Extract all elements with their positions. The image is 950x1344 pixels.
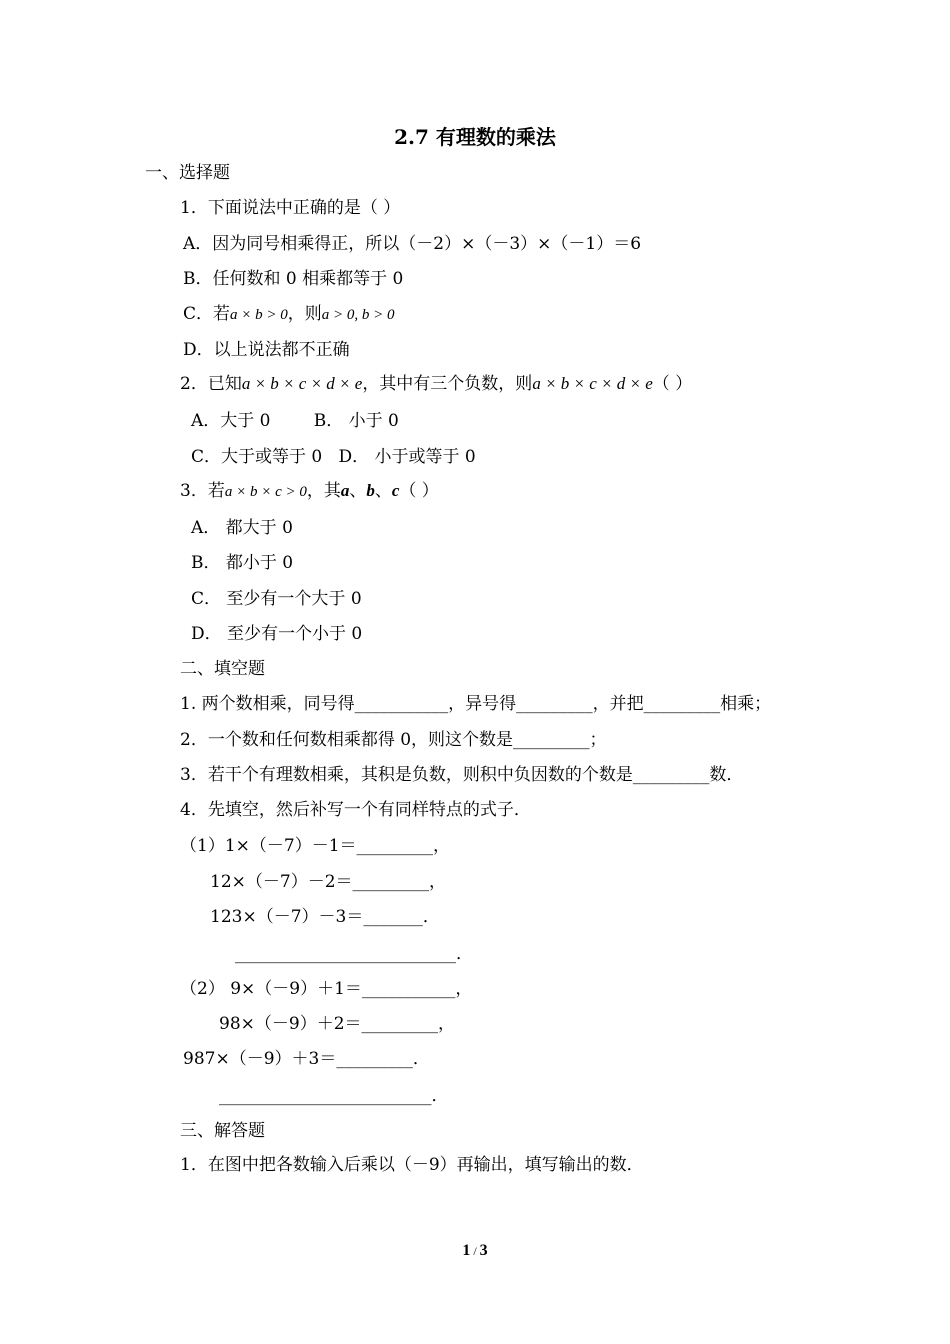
q3-sep1: 、 bbox=[349, 481, 367, 501]
q2-mid: ，其中有三个负数，则 bbox=[362, 374, 533, 394]
q3-var-b: b bbox=[366, 481, 375, 500]
q3-var-c: c bbox=[391, 481, 400, 500]
q3-suffix: （ ） bbox=[399, 481, 439, 501]
q3-option-c: C． 至少有一个大于 0 bbox=[191, 589, 362, 609]
q1-option-c-math1: a × b > 0 bbox=[230, 307, 288, 323]
document-title: 2.7 有理数的乘法 bbox=[394, 125, 556, 149]
q2-options-cd: C．大于或等于 0 D． 小于或等于 0 bbox=[191, 447, 476, 467]
fill-q4-eq3: 123×（－7）－3＝_______． bbox=[210, 907, 440, 927]
fill-q4-eq1: （1）1×（－7）－1＝_________， bbox=[180, 836, 451, 856]
page-current: 1 bbox=[462, 1242, 471, 1259]
q2-options-ab: A．大于 0 B． 小于 0 bbox=[191, 411, 399, 431]
q3-option-d: D． 至少有一个小于 0 bbox=[191, 624, 363, 644]
q1-option-d: D．以上说法都不正确 bbox=[183, 340, 350, 360]
fill-q3: 3．若干个有理数相乘，其积是负数，则积中负因数的个数是_________数． bbox=[180, 765, 744, 785]
q2-prefix: 2．已知 bbox=[180, 374, 242, 394]
q3-prefix: 3．若 bbox=[180, 481, 225, 501]
page-sep: / bbox=[470, 1244, 480, 1258]
fill-q4-eq8: _________________________． bbox=[219, 1086, 449, 1106]
q1-option-b: B．任何数和 0 相乘都等于 0 bbox=[183, 269, 404, 289]
q1-option-c-math2: a > 0, b > 0 bbox=[321, 307, 395, 323]
fill-q4-eq5: （2） 9×（－9）＋1＝___________， bbox=[180, 979, 473, 999]
page-total: 3 bbox=[479, 1242, 488, 1259]
q3-sep2: 、 bbox=[374, 481, 392, 501]
q2-math1: a × b × c × d × e bbox=[241, 374, 363, 393]
q2-stem bbox=[180, 373, 692, 395]
q1-option-a: A．因为同号相乘得正，所以（－2）×（－3）×（－1）＝6 bbox=[183, 234, 642, 254]
fill-q4: 4．先填空，然后补写一个有同样特点的式子． bbox=[180, 800, 531, 820]
q1-option-c-prefix: C．若 bbox=[183, 304, 231, 324]
fill-q4-eq6: 98×（－9）＋2＝_________， bbox=[219, 1014, 456, 1034]
section2-heading: 二、填空题 bbox=[180, 659, 265, 679]
fill-q4-eq2: 12×（－7）－2＝_________， bbox=[210, 872, 447, 892]
fill-q4-eq7: 987×（－9）＋3＝_________． bbox=[183, 1049, 430, 1069]
fill-q2: 2．一个数和任何数相乘都得 0，则这个数是_________； bbox=[180, 730, 607, 750]
fill-q1: 1. 两个数相乘，同号得___________，异号得_________，并把_________相乘； bbox=[180, 694, 772, 714]
q3-stem bbox=[180, 480, 439, 503]
q1-option-c bbox=[183, 303, 395, 326]
q2-math2: a × b × c × d × e bbox=[532, 374, 653, 393]
q1-stem: 1．下面说法中正确的是（ ） bbox=[180, 198, 401, 218]
q2-suffix: （ ） bbox=[652, 374, 693, 394]
q3-mid: ，其 bbox=[306, 481, 341, 501]
section3-heading: 三、解答题 bbox=[180, 1121, 265, 1141]
q1-option-c-mid: ，则 bbox=[287, 304, 322, 324]
page-number bbox=[0, 1242, 950, 1260]
q3-var-a: a bbox=[340, 481, 350, 500]
answer-q1: 1．在图中把各数输入后乘以（－9）再输出，填写输出的数． bbox=[180, 1155, 644, 1175]
q3-option-a: A． 都大于 0 bbox=[191, 518, 293, 538]
q3-math: a × b × c > 0 bbox=[224, 484, 307, 500]
section1-heading: 一、选择题 bbox=[145, 163, 230, 183]
q3-option-b: B． 都小于 0 bbox=[191, 553, 294, 573]
fill-q4-eq4: __________________________． bbox=[235, 944, 473, 964]
